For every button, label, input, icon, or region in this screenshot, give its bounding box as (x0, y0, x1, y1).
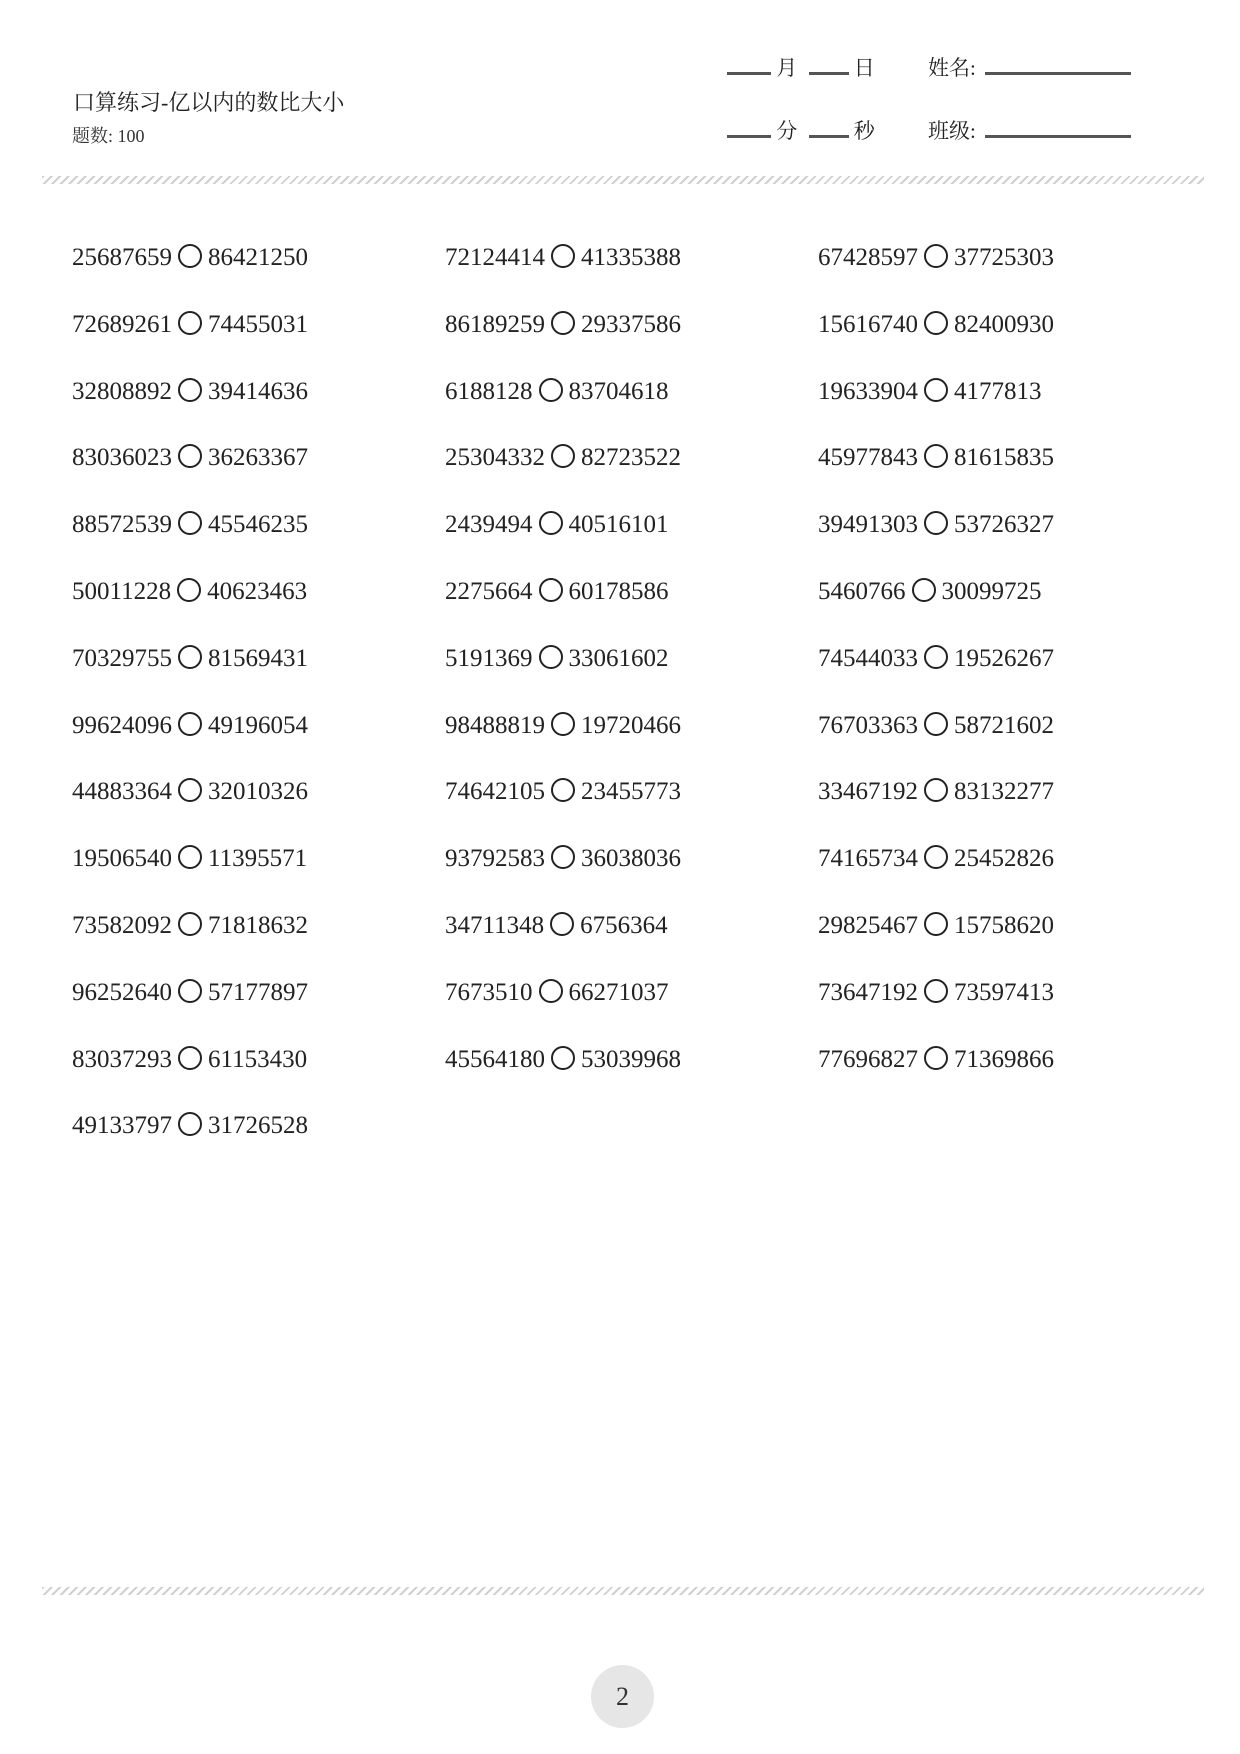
second-blank[interactable] (809, 135, 849, 138)
right-number: 66271037 (568, 978, 669, 1006)
left-number: 39491303 (818, 511, 918, 539)
comparison-problem (72, 772, 445, 839)
comparison-problem (445, 706, 818, 773)
comparison-problem (72, 572, 445, 639)
right-number: 86421250 (208, 244, 308, 271)
left-number: 32808892 (72, 377, 172, 405)
comparison-problem (445, 572, 818, 639)
left-number: 72124414 (445, 244, 545, 271)
right-number: 37725303 (954, 244, 1054, 271)
right-number: 58721602 (954, 711, 1054, 739)
answer-circle[interactable] (539, 378, 563, 402)
comparison-problem (445, 305, 818, 372)
comparison-problem (818, 438, 1192, 505)
left-number: 25304332 (445, 444, 545, 472)
comparison-problem (445, 505, 818, 572)
right-number: 61153430 (208, 1045, 308, 1073)
name-label: 姓名: (928, 56, 976, 80)
day-label: 日 (853, 56, 875, 80)
class-row (928, 115, 1131, 145)
comparison-problem (72, 1040, 445, 1107)
answer-circle[interactable] (551, 845, 575, 869)
comparison-problem (72, 1106, 445, 1173)
comparison-problem (72, 505, 445, 572)
comparison-problem (72, 438, 445, 505)
comparison-problem (818, 372, 1192, 439)
left-number: 96252640 (72, 978, 172, 1006)
comparison-problem (818, 639, 1192, 706)
right-number: 40623463 (207, 577, 308, 605)
comparison-problem (818, 706, 1192, 773)
comparison-problem (445, 438, 818, 505)
right-number: 30099725 (941, 577, 1042, 605)
right-number: 6756364 (580, 911, 668, 939)
right-number: 19720466 (581, 711, 681, 739)
answer-circle[interactable] (178, 1046, 202, 1070)
footer-divider (42, 1587, 1204, 1595)
name-blank[interactable] (985, 72, 1131, 75)
right-number: 45546235 (208, 511, 308, 539)
right-number: 31726528 (208, 1112, 308, 1140)
comparison-problem (445, 238, 818, 305)
right-number: 36038036 (581, 845, 681, 873)
answer-circle[interactable] (924, 845, 948, 869)
answer-circle[interactable] (924, 511, 948, 535)
left-number: 2439494 (445, 511, 533, 539)
right-number: 32010326 (208, 778, 308, 806)
time-row (727, 115, 875, 145)
right-number: 71818632 (208, 911, 308, 939)
answer-circle[interactable] (551, 712, 575, 736)
left-number: 73582092 (72, 911, 172, 939)
left-number: 29825467 (818, 911, 918, 939)
left-number: 15616740 (818, 310, 918, 338)
comparison-problem (72, 706, 445, 773)
left-number: 93792583 (445, 845, 545, 873)
class-label: 班级: (928, 119, 976, 143)
answer-circle[interactable] (924, 912, 948, 936)
right-number: 73597413 (954, 978, 1054, 1006)
right-number: 23455773 (581, 778, 681, 806)
problem-count: 题数: 100 (72, 126, 145, 146)
right-number: 15758620 (954, 911, 1054, 939)
name-row (928, 52, 1131, 82)
left-number: 98488819 (445, 711, 545, 739)
left-number: 6188128 (445, 377, 533, 405)
answer-circle[interactable] (539, 511, 563, 535)
month-label: 月 (776, 56, 798, 80)
right-number: 49196054 (208, 711, 308, 739)
comparison-problem (72, 372, 445, 439)
answer-circle[interactable] (178, 244, 202, 268)
answer-circle[interactable] (177, 578, 201, 602)
left-number: 88572539 (72, 511, 172, 539)
right-number: 39414636 (208, 377, 308, 405)
left-number: 19633904 (818, 377, 918, 405)
answer-circle[interactable] (178, 778, 202, 802)
answer-circle[interactable] (178, 645, 202, 669)
answer-circle[interactable] (924, 645, 948, 669)
left-number: 76703363 (818, 711, 918, 739)
answer-circle[interactable] (178, 311, 202, 335)
left-number: 67428597 (818, 244, 918, 271)
left-number: 7673510 (445, 978, 533, 1006)
comparison-problem (818, 505, 1192, 572)
minute-label: 分 (776, 119, 798, 143)
left-number: 33467192 (818, 778, 918, 806)
left-number: 45977843 (818, 444, 918, 472)
left-number: 73647192 (818, 978, 918, 1006)
left-number: 86189259 (445, 310, 545, 338)
right-number: 53726327 (954, 511, 1054, 539)
comparison-problem (72, 305, 445, 372)
class-blank[interactable] (985, 135, 1131, 138)
right-number: 71369866 (954, 1045, 1054, 1073)
comparison-problem (445, 639, 818, 706)
right-number: 19526267 (954, 644, 1054, 672)
comparison-problem (818, 973, 1192, 1040)
right-number: 33061602 (568, 644, 669, 672)
right-number: 40516101 (568, 511, 669, 539)
answer-circle[interactable] (539, 979, 563, 1003)
answer-circle[interactable] (924, 311, 948, 335)
answer-circle[interactable] (551, 778, 575, 802)
left-number: 19506540 (72, 845, 172, 873)
comparison-problem (72, 639, 445, 706)
answer-circle[interactable] (551, 1046, 575, 1070)
comparison-problem (445, 772, 818, 839)
left-number: 2275664 (445, 577, 533, 605)
answer-circle[interactable] (924, 778, 948, 802)
left-number: 83036023 (72, 444, 172, 472)
answer-circle[interactable] (178, 979, 202, 1003)
answer-circle[interactable] (924, 444, 948, 468)
answer-circle[interactable] (539, 645, 563, 669)
answer-circle[interactable] (551, 244, 575, 268)
answer-circle[interactable] (924, 979, 948, 1003)
answer-circle[interactable] (178, 1112, 202, 1136)
left-number: 77696827 (818, 1045, 918, 1073)
date-row (727, 52, 875, 82)
answer-circle[interactable] (178, 845, 202, 869)
right-number: 82723522 (581, 444, 681, 472)
month-blank[interactable] (727, 72, 771, 75)
comparison-problem (445, 372, 818, 439)
comparison-problem (445, 839, 818, 906)
answer-circle[interactable] (178, 511, 202, 535)
comparison-problem (445, 1040, 818, 1107)
comparison-problem (818, 238, 1192, 305)
comparison-problem (818, 906, 1192, 973)
answer-circle[interactable] (912, 578, 936, 602)
right-number: 60178586 (568, 577, 669, 605)
answer-circle[interactable] (924, 378, 948, 402)
right-number: 83132277 (954, 778, 1054, 806)
left-number: 5460766 (818, 577, 906, 605)
left-number: 74165734 (818, 845, 918, 873)
left-number: 25687659 (72, 244, 172, 271)
left-number: 99624096 (72, 711, 172, 739)
left-number: 45564180 (445, 1045, 545, 1073)
comparison-problem (818, 305, 1192, 372)
right-number: 11395571 (208, 845, 308, 873)
right-number: 83704618 (568, 377, 669, 405)
left-number: 74544033 (818, 644, 918, 672)
comparison-problem (72, 839, 445, 906)
left-number: 34711348 (445, 911, 545, 939)
right-number: 36263367 (208, 444, 308, 472)
right-number: 29337586 (581, 310, 681, 338)
left-number: 70329755 (72, 644, 172, 672)
right-number: 81615835 (954, 444, 1054, 472)
right-number: 82400930 (954, 310, 1054, 338)
answer-circle[interactable] (550, 912, 574, 936)
minute-blank[interactable] (727, 135, 771, 138)
left-number: 5191369 (445, 644, 533, 672)
left-number: 44883364 (72, 778, 172, 806)
comparison-problem (818, 1040, 1192, 1107)
answer-circle[interactable] (178, 444, 202, 468)
day-blank[interactable] (809, 72, 849, 75)
right-number: 57177897 (208, 978, 308, 1006)
answer-circle[interactable] (178, 912, 202, 936)
answer-circle[interactable] (539, 578, 563, 602)
answer-circle[interactable] (924, 712, 948, 736)
left-number: 50011228 (72, 577, 172, 605)
left-number: 74642105 (445, 778, 545, 806)
right-number: 4177813 (954, 377, 1042, 405)
right-number: 81569431 (208, 644, 308, 672)
page-number: 2 (591, 1665, 654, 1728)
answer-circle[interactable] (178, 712, 202, 736)
second-label: 秒 (853, 119, 875, 143)
comparison-problem (72, 973, 445, 1040)
right-number: 74455031 (208, 310, 308, 338)
problem-grid (72, 238, 1192, 1173)
comparison-problem (818, 772, 1192, 839)
header-divider (42, 176, 1204, 184)
comparison-problem (818, 572, 1192, 639)
comparison-problem (72, 906, 445, 973)
left-number: 49133797 (72, 1112, 172, 1140)
right-number: 25452826 (954, 845, 1054, 873)
left-number: 72689261 (72, 310, 172, 338)
right-number: 53039968 (581, 1045, 681, 1073)
answer-circle[interactable] (924, 1046, 948, 1070)
answer-circle[interactable] (551, 444, 575, 468)
comparison-problem (818, 839, 1192, 906)
comparison-problem (445, 973, 818, 1040)
left-number: 83037293 (72, 1045, 172, 1073)
comparison-problem (72, 238, 445, 305)
answer-circle[interactable] (924, 244, 948, 268)
right-number: 41335388 (581, 244, 681, 271)
comparison-problem (445, 906, 818, 973)
answer-circle[interactable] (178, 378, 202, 402)
worksheet-title: 口算练习-亿以内的数比大小 (73, 90, 345, 115)
answer-circle[interactable] (551, 311, 575, 335)
